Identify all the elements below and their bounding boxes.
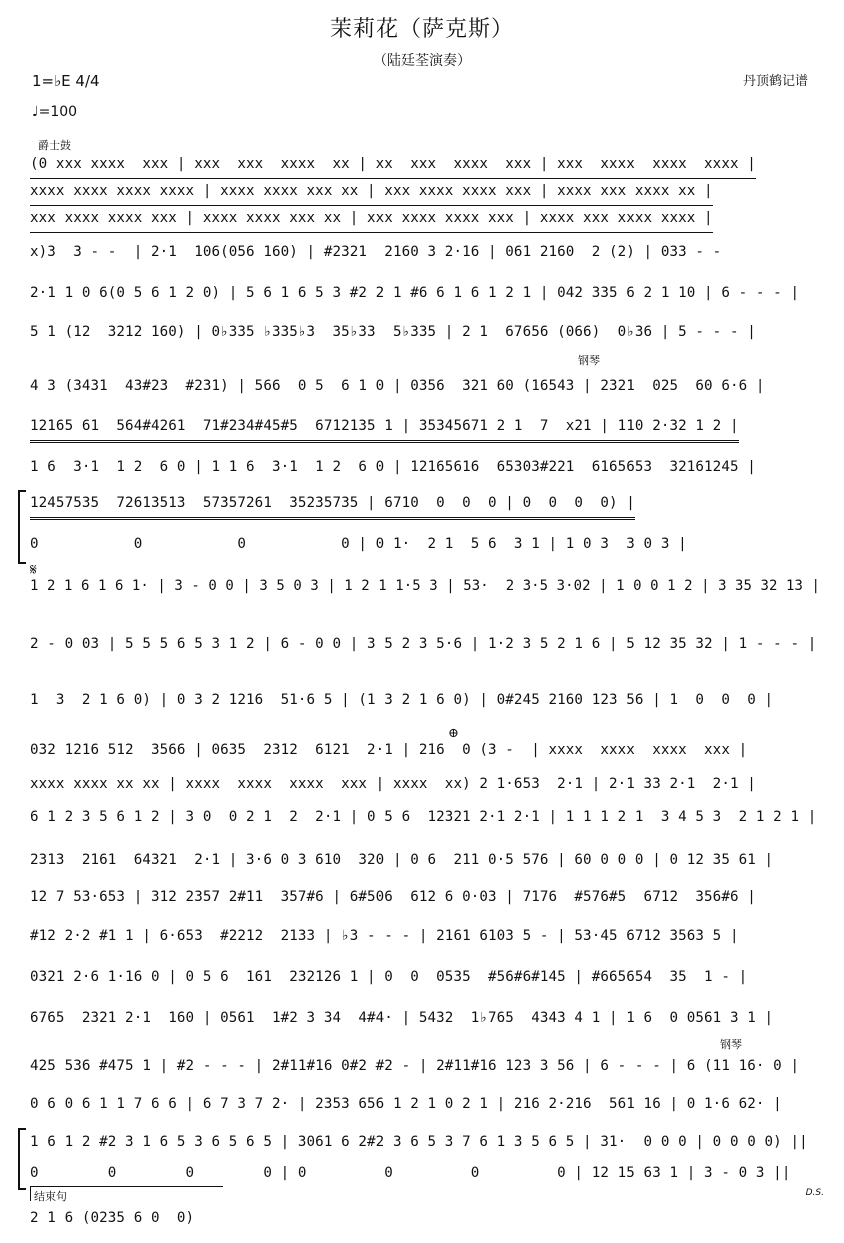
score-row [30, 572, 820, 600]
score-row [30, 412, 820, 440]
score-row-text: 0 0 0 0 | 0 0 0 0 | 12 15 63 1 | 3 - 0 3 || [30, 1165, 791, 1181]
score-row-text: 12165 61 564#4261 71#234#45#5 6712135 1 | 35345671 2 1 7 x21 | 110 2·32 1 2 | [30, 412, 739, 443]
score-row [30, 1052, 820, 1080]
score-row [30, 846, 820, 874]
staff-brace-2 [18, 1128, 26, 1190]
score-row [30, 372, 820, 400]
score-row [30, 686, 820, 714]
score-row [30, 770, 820, 798]
score-row [30, 1004, 820, 1032]
score-row [30, 1159, 820, 1187]
score-row [30, 530, 820, 558]
score-row-text: 5 1 (12 3212 160) | 0♭335 ♭335♭3 35♭33 5♭335 | 2 1 67656 (066) 0♭36 | 5 - - - | [30, 324, 756, 340]
score-row-text: xxxx xxxx xx xx | xxxx xxxx xxxx xxx | xxxx xx) 2 1·653 2·1 | 2·1 33 2·1 2·1 | [30, 776, 756, 792]
piano-label-1: 钢琴 [578, 354, 600, 367]
score-row-text: 4 3 (3431 43#23 #231) | 566 0 5 6 1 0 | 0356 321 60 (16543 | 2321 025 60 6·6 | [30, 378, 765, 394]
score-row-text: 1 6 1 2 #2 3 1 6 5 3 6 5 6 5 | 3061 6 2#2 3 6 5 3 7 6 1 3 5 6 5 | 31· 0 0 0 | 0 0 0 0) || [30, 1134, 808, 1150]
score-row [30, 177, 820, 205]
score-row-text: 2 - 0 03 | 5 5 5 6 5 3 1 2 | 6 - 0 0 | 3 5 2 3 5·6 | 1·2 3 5 2 1 6 | 5 12 35 32 | 1 - - - | [30, 636, 817, 652]
coda-sign: ⊕ [448, 726, 459, 741]
score-row-text: #12 2·2 #1 1 | 6·653 #2212 2133 | ♭3 - - - | 2161 6103 5 - | 53·45 6712 3563 5 | [30, 928, 739, 944]
staff-brace-1 [18, 490, 26, 564]
score-row-text: 2313 2161 64321 2·1 | 3·6 0 3 610 320 | 0 6 211 0·5 576 | 60 0 0 0 | 0 12 35 61 | [30, 852, 774, 868]
piano-label-2: 钢琴 [720, 1038, 742, 1051]
score-row-text: 0 6 0 6 1 1 7 6 6 | 6 7 3 7 2· | 2353 656 1 2 1 0 2 1 | 216 2·216 561 16 | 0 1·6 62· | [30, 1096, 782, 1112]
score-row [30, 1128, 820, 1156]
score-row-text: 032 1216 512 3566 | 0635 2312 6121 2·1 | 216 0 (3 - | xxxx xxxx xxxx xxx | [30, 742, 748, 758]
score-row [30, 279, 820, 307]
score-row-text: 0321 2·6 1·16 0 | 0 5 6 161 232126 1 | 0 0 0535 #56#6#145 | #665654 35 1 - | [30, 969, 748, 985]
score-row [30, 238, 820, 266]
score-row-text: 2·1 1 0 6(0 5 6 1 2 0) | 5 6 1 6 5 3 #2 2 1 #6 6 1 6 1 2 1 | 042 335 6 2 1 10 | 6 - - - | [30, 285, 800, 301]
score-row-text: 1 3 2 1 6 0) | 0 3 2 1216 51·6 5 | (1 3 2 1 6 0) | 0#245 2160 123 56 | 1 0 0 0 | [30, 692, 774, 708]
score-row-text: 425 536 #475 1 | #2 - - - | 2#11#16 0#2 #2 - | 2#11#16 123 3 56 | 6 - - - | 6 (11 16· 0 | [30, 1058, 800, 1074]
score-row [30, 1090, 820, 1118]
page-title: 茉莉花（萨克斯） [329, 17, 514, 42]
score-row-text: (0 xxx xxxx xxx | xxx xxx xxxx xx | xx xxx xxxx xxx | xxx xxxx xxxx xxxx | [30, 150, 756, 179]
score-row [30, 630, 820, 658]
score-row-text: 6 1 2 3 5 6 1 2 | 3 0 0 2 1 2 2·1 | 0 5 6 12321 2·1 2·1 | 1 1 1 2 1 3 4 5 3 2 1 2 1 | [30, 809, 817, 825]
tempo-marking: ♩=100 [32, 104, 78, 120]
score-row [30, 736, 820, 764]
score-row [30, 489, 820, 517]
arranger-credit: 丹顶鹤记谱 [742, 74, 808, 89]
score-row [30, 150, 820, 178]
score-row-text: 1 2 1 6 1 6 1· | 3 - 0 0 | 3 5 0 3 | 1 2 1 1·5 3 | 53· 2 3·5 3·02 | 1 0 0 1 2 | 3 35 32 13 | [30, 578, 821, 594]
segno-sign: 𝄋 [30, 560, 37, 579]
score-row [30, 963, 820, 991]
score-row [30, 453, 820, 481]
ending-label: 结束句 [34, 1190, 67, 1203]
score-row-text: 12457535 72613513 57357261 35235735 | 6710 0 0 0 | 0 0 0 0) | [30, 489, 635, 520]
score-row-text: xxxx xxxx xxxx xxxx | xxxx xxxx xxx xx | xxx xxxx xxxx xxx | xxxx xxx xxxx xx | [30, 177, 713, 206]
score-row-text: 0 0 0 0 | 0 1· 2 1 5 6 3 1 | 1 0 3 3 0 3 | [30, 536, 687, 552]
score-row [30, 803, 820, 831]
key-signature: 1=♭E 4/4 [32, 72, 100, 90]
score-row-text: x)3 3 - - | 2·1 106(056 160) | #2321 2160 3 2·16 | 061 2160 2 (2) | 033 - - [30, 244, 722, 260]
score-row [30, 922, 820, 950]
score-row-text: 2 1 6 (0235 6 0 0) [30, 1210, 195, 1226]
score-row-text: xxx xxxx xxxx xxx | xxxx xxxx xxx xx | xxx xxxx xxxx xxx | xxxx xxx xxxx xxxx | [30, 204, 713, 233]
jazz-drum-label: 爵士鼓 [38, 139, 71, 152]
score-row [30, 883, 820, 911]
ds-marking: D.S. [805, 1188, 824, 1198]
score-row-text: 6765 2321 2·1 160 | 0561 1#2 3 34 4#4· | 5432 1♭765 4343 4 1 | 1 6 0 0561 3 1 | [30, 1010, 774, 1026]
score-row-text: 12 7 53·653 | 312 2357 2#11 357#6 | 6#506 612 6 0·03 | 7176 #576#5 6712 356#6 | [30, 889, 756, 905]
page-subtitle: （陆廷荃演奏） [373, 53, 471, 69]
score-row [30, 204, 820, 232]
score-row [30, 318, 820, 346]
score-row-text: 1 6 3·1 1 2 6 0 | 1 1 6 3·1 1 2 6 0 | 12165616 65303#221 6165653 32161245 | [30, 459, 756, 475]
score-row [30, 1204, 820, 1232]
